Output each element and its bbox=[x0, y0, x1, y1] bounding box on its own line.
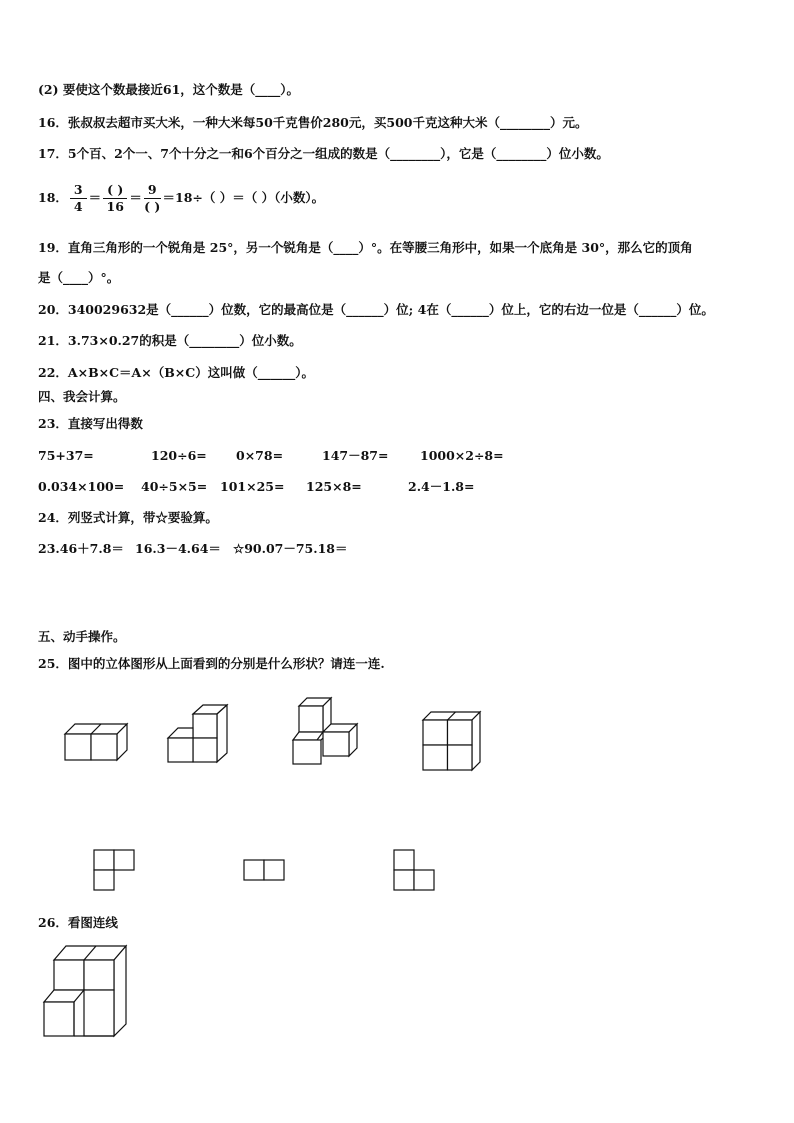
fraction-3-4: $\frac{3}{4}$ bbox=[70, 182, 87, 215]
solid-figure-four-cubes-stepped bbox=[289, 696, 363, 768]
q23-item: 1000×2÷8= bbox=[420, 448, 504, 463]
fraction-9-blank: $\frac{9}{( )}$ bbox=[144, 181, 161, 214]
question-17: 17．5个百、2个一、7个十分之一和6个百分之一组成的数是（________），它是（________）位小数。 bbox=[38, 146, 609, 161]
section-5-heading: 五、动手操作。 bbox=[38, 629, 126, 644]
fraction-blank-16: $\frac{( )}{16}$ bbox=[103, 182, 127, 215]
q24-item: ☆90.07－75.18＝ bbox=[233, 541, 348, 556]
question-22: 22．A×B×C＝A×（B×C）这叫做（______）。 bbox=[38, 365, 314, 380]
top-view-two-squares bbox=[243, 859, 287, 883]
equals-sign: ＝ bbox=[88, 190, 102, 205]
q23-item: 120÷6= bbox=[151, 448, 207, 463]
q23-item: 101×25= bbox=[220, 479, 285, 494]
question-25: 25．图中的立体图形从上面看到的分别是什么形状？请连一连. bbox=[38, 656, 385, 671]
equals-sign: ＝ bbox=[129, 190, 142, 205]
question-18-label: 18． bbox=[38, 190, 68, 205]
top-view-l-three-squares bbox=[93, 849, 137, 893]
question-19-line-1: 19．直角三角形的一个锐角是 25°，另一个锐角是（____）°。在等腰三角形中，如果一个底角是 30°，那么它的顶角 bbox=[38, 240, 693, 255]
solid-figure-four-cubes-block bbox=[418, 708, 484, 774]
q24-item: 23.46＋7.8＝ bbox=[38, 541, 124, 556]
question-23: 23．直接写出得数 bbox=[38, 416, 143, 431]
q23-item: 75+37= bbox=[38, 448, 94, 463]
question-24: 24．列竖式计算，带☆要验算。 bbox=[38, 510, 218, 525]
q23-item: 0.034×100= bbox=[38, 479, 125, 494]
question-19-line-2: 是（____）°。 bbox=[38, 270, 120, 285]
solid-figure-q26 bbox=[40, 942, 132, 1040]
q23-item: 147－87= bbox=[322, 448, 389, 463]
question-20: 20．340029632是（______）位数，它的最高位是（______）位; 4在（______）位上，它的右边一位是（______）位。 bbox=[38, 302, 714, 317]
top-view-l-three-squares-bottom bbox=[393, 849, 437, 893]
q23-item: 2.4－1.8= bbox=[408, 479, 475, 494]
q23-item: 125×8= bbox=[306, 479, 362, 494]
question-21: 21．3.73×0.27的积是（________）位小数。 bbox=[38, 333, 302, 348]
question-16: 16．张叔叔去超市买大米，一种大米每50千克售价280元，买500千克这种大米（________）元。 bbox=[38, 115, 588, 130]
question-15-part-2: (2) 要使这个数最接近61，这个数是（____）。 bbox=[38, 82, 300, 97]
solid-figure-three-cubes-l bbox=[163, 702, 229, 766]
q24-item: 16.3－4.64＝ bbox=[135, 541, 221, 556]
question-18 bbox=[38, 178, 324, 218]
section-4-heading: 四、我会计算。 bbox=[38, 389, 126, 404]
question-26: 26．看图连线 bbox=[38, 915, 118, 930]
q23-item: 40÷5×5= bbox=[141, 479, 208, 494]
solid-figure-two-cubes bbox=[60, 714, 130, 764]
q23-item: 0×78= bbox=[236, 448, 284, 463]
question-18-tail: ＝18÷（ ）＝（ ）（小数）。 bbox=[162, 190, 325, 205]
